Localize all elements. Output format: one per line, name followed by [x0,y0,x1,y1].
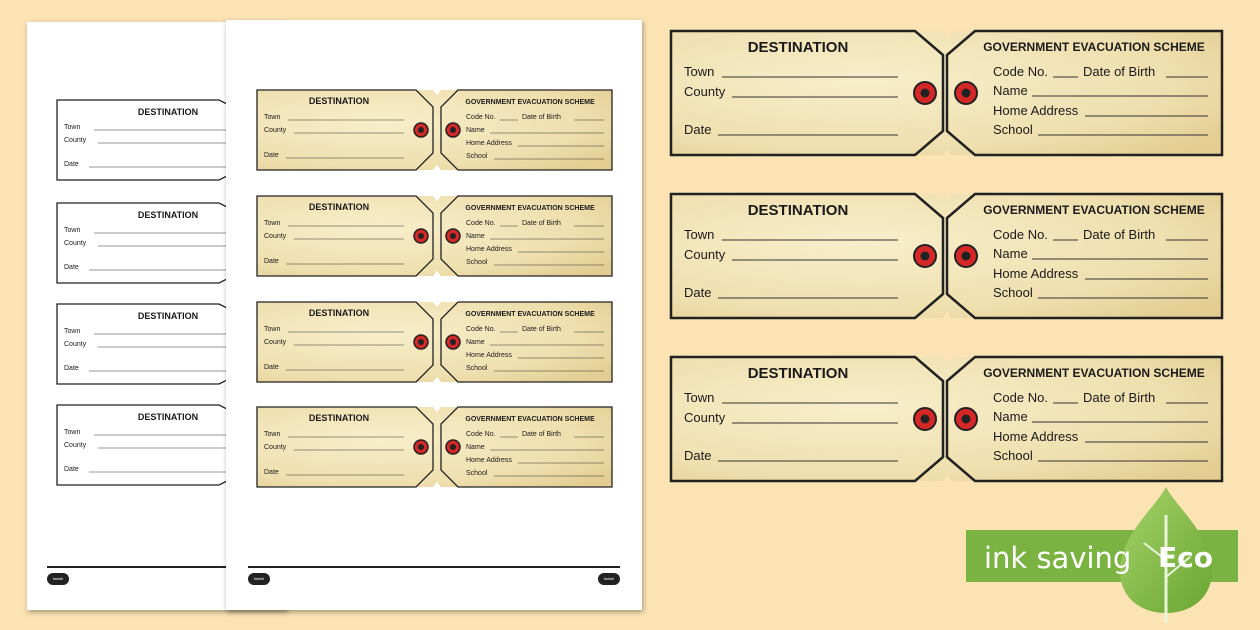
tag-school-label: School [466,259,488,266]
tag-scheme-title: GOVERNMENT EVACUATION SCHEME [465,205,595,212]
tag-scheme-title: GOVERNMENT EVACUATION SCHEME [465,416,595,423]
tag-date-label: Date [264,152,279,159]
tag-dob-label: Date of Birth [1083,64,1156,79]
tag-county-label: County [684,410,726,425]
twinkl-logo: twinkl [248,573,270,585]
ink-saving-text: ink saving [984,541,1132,575]
tag-county-label: County [684,247,726,262]
tag-school-label: School [993,285,1033,300]
tag-county-label: County [64,137,87,144]
tag-town-label: Town [684,227,715,242]
tag-name-label: Name [466,444,485,451]
tag-destination-title: DESTINATION [747,365,849,382]
tag-dob-label: Date of Birth [522,326,561,333]
tag-school-label: School [993,122,1033,137]
tag-code-no-label: Code No. [993,64,1048,79]
tag-county-label: County [264,339,287,346]
tag-code-no-label: Code No. [466,431,496,438]
tag-town-label: Town [264,114,281,121]
tag-town-label: Town [64,328,81,335]
tag-name-label: Name [466,233,485,240]
tag-destination-title: DESTINATION [747,39,849,56]
tag-destination-title: DESTINATION [137,412,199,422]
tag-code-no-label: Code No. [466,326,496,333]
evacuation-tag-small [256,406,614,488]
tag-scheme-title: GOVERNMENT EVACUATION SCHEME [465,99,595,106]
tag-date-label: Date [264,364,279,371]
tag-town-label: Town [684,390,715,405]
tag-name-label: Name [466,339,485,346]
tag-dob-label: Date of Birth [522,114,561,121]
tag-name-label: Name [993,83,1028,98]
tag-town-label: Town [64,124,81,131]
evacuation-tag-small [256,301,614,383]
twinkl-logo: twinkl [47,573,69,585]
page-footer-line [47,566,237,568]
eco-ink-saving-badge [966,485,1260,630]
worksheet-page-front [226,20,642,610]
tag-town-label: Town [64,429,81,436]
tag-home-address-label: Home Address [466,352,512,359]
tag-town-label: Town [264,431,281,438]
tag-town-label: Town [264,220,281,227]
eco-label: Eco [1158,541,1213,574]
tag-date-label: Date [64,161,79,168]
tag-name-label: Name [466,127,485,134]
tag-dob-label: Date of Birth [1083,227,1156,242]
tag-county-label: County [264,233,287,240]
tag-county-label: County [264,444,287,451]
tag-code-no-label: Code No. [993,390,1048,405]
tag-dob-label: Date of Birth [522,431,561,438]
tag-home-address-label: Home Address [466,140,512,147]
tag-destination-title: DESTINATION [308,96,370,106]
evacuation-tag-large [670,30,1224,156]
tag-school-label: School [993,448,1033,463]
tag-name-label: Name [993,409,1028,424]
tag-school-label: School [466,470,488,477]
tag-county-label: County [64,341,87,348]
evacuation-tag-large [670,356,1224,482]
twinkl-logo: twinkl [598,573,620,585]
page-footer-line [248,566,620,568]
tag-town-label: Town [64,227,81,234]
tag-date-label: Date [684,285,712,300]
tag-date-label: Date [684,448,712,463]
tag-date-label: Date [64,264,79,271]
tag-town-label: Town [684,64,715,79]
tag-code-no-label: Code No. [993,227,1048,242]
tag-school-label: School [466,365,488,372]
tag-dob-label: Date of Birth [522,220,561,227]
tag-county-label: County [64,240,87,247]
tag-home-address-label: Home Address [993,266,1079,281]
tag-county-label: County [264,127,287,134]
tag-destination-title: DESTINATION [747,202,849,219]
tag-scheme-title: GOVERNMENT EVACUATION SCHEME [983,203,1205,217]
tag-destination-title: DESTINATION [137,311,199,321]
tag-date-label: Date [264,258,279,265]
tag-date-label: Date [264,469,279,476]
evacuation-tag-small [256,195,614,277]
tag-destination-title: DESTINATION [137,107,199,117]
tag-home-address-label: Home Address [466,457,512,464]
evacuation-tag-large [670,193,1224,319]
tag-scheme-title: GOVERNMENT EVACUATION SCHEME [983,366,1205,380]
tag-dob-label: Date of Birth [1083,390,1156,405]
tag-date-label: Date [64,365,79,372]
tag-town-label: Town [264,326,281,333]
tag-home-address-label: Home Address [993,103,1079,118]
tag-scheme-title: GOVERNMENT EVACUATION SCHEME [983,40,1205,54]
tag-county-label: County [64,442,87,449]
tag-code-no-label: Code No. [466,114,496,121]
tag-destination-title: DESTINATION [308,202,370,212]
tag-code-no-label: Code No. [466,220,496,227]
tag-destination-title: DESTINATION [137,210,199,220]
tag-date-label: Date [684,122,712,137]
tag-home-address-label: Home Address [466,246,512,253]
tag-school-label: School [466,153,488,160]
tag-name-label: Name [993,246,1028,261]
tag-scheme-title: GOVERNMENT EVACUATION SCHEME [465,311,595,318]
tag-county-label: County [684,84,726,99]
evacuation-tag-small [256,89,614,171]
tag-destination-title: DESTINATION [308,413,370,423]
tag-home-address-label: Home Address [993,429,1079,444]
tag-destination-title: DESTINATION [308,308,370,318]
tag-date-label: Date [64,466,79,473]
